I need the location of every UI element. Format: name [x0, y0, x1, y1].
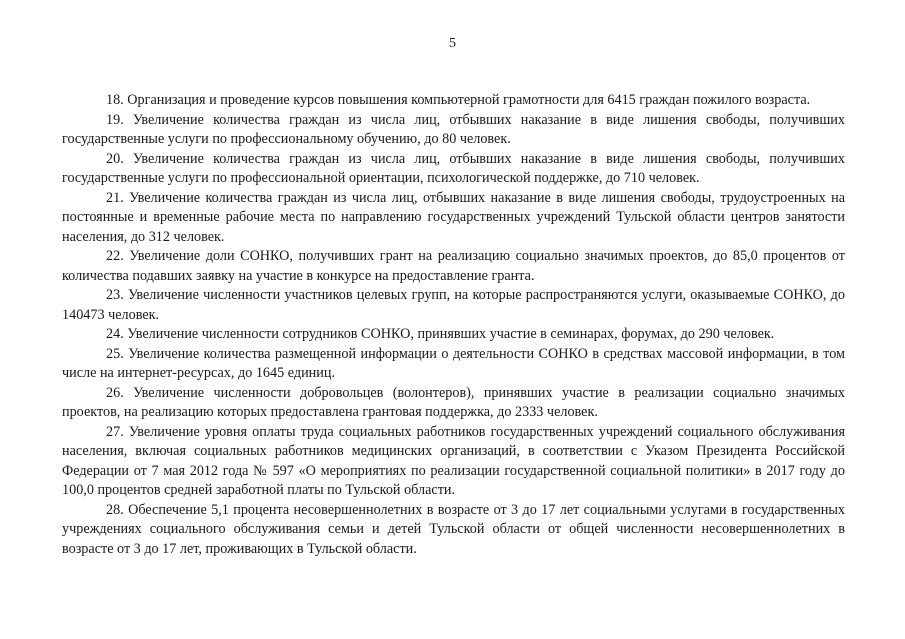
- list-item-23: 23. Увеличение численности участников целевых групп, на которые распространяются услуги, оказываемые СОНКО, до 140473 человек.: [62, 287, 845, 323]
- list-item-22: 22. Увеличение доли СОНКО, получивших грант на реализацию социально значимых проектов, до 85,0 процентов от количества подавших заявку на участие в конкурсе на предоставление гранта.: [62, 248, 845, 284]
- list-item-19: 19. Увеличение количества граждан из числа лиц, отбывших наказание в виде лишения свободы, получивших государственные услуги по профессиональному обучению, до 80 человек.: [62, 111, 845, 147]
- list-item-20: 20. Увеличение количества граждан из числа лиц, отбывших наказание в виде лишения свободы, получивших государственные услуги по профессиональной ориентации, психологической поддержке, до 710 человек.: [62, 150, 845, 186]
- list-item-24: 24. Увеличение численности сотрудников СОНКО, принявших участие в семинарах, форумах, до 290 человек.: [106, 326, 775, 342]
- list-item-28: 28. Обеспечение 5,1 процента несовершеннолетних в возрасте от 3 до 17 лет социальными услугами в государственных учреждениях социального обслуживания семьи и детей Тульской области от общей численности несовершеннолетних в возрасте от 3 до 17 лет, проживающих в Тульской области.: [62, 501, 845, 557]
- list-item-21: 21. Увеличение количества граждан из числа лиц, отбывших наказание в виде лишения свободы, трудоустроенных на постоянные и временные рабочие места по направлению государственных учреждений Тульской области центров занятости населения, до 312 человек.: [62, 189, 845, 245]
- list-item-26: 26. Увеличение численности добровольцев (волонтеров), принявших участие в реализации социально значимых проектов, на реализацию которых предоставлена грантовая поддержка, до 2333 человек.: [62, 384, 845, 420]
- list-item-27: 27. Увеличение уровня оплаты труда социальных работников государственных учреждений социального обслуживания населения, включая социальных работников медицинских организаций, в соответствии с Указом Президента Российской Федерации от 7 мая 2012 года № 597 «О мероприятиях по реализации государственной социальной политики» в 2017 году до 100,0 процентов средней заработной платы по Тульской области.: [62, 423, 845, 498]
- list-item-25: 25. Увеличение количества размещенной информации о деятельности СОНКО в средствах массовой информации, в том числе на интернет-ресурсах, до 1645 единиц.: [62, 345, 845, 381]
- document-body: [62, 91, 845, 559]
- page-number: 5: [449, 36, 456, 51]
- list-item-18: 18. Организация и проведение курсов повышения компьютерной грамотности для 6415 граждан пожилого возраста.: [106, 92, 811, 108]
